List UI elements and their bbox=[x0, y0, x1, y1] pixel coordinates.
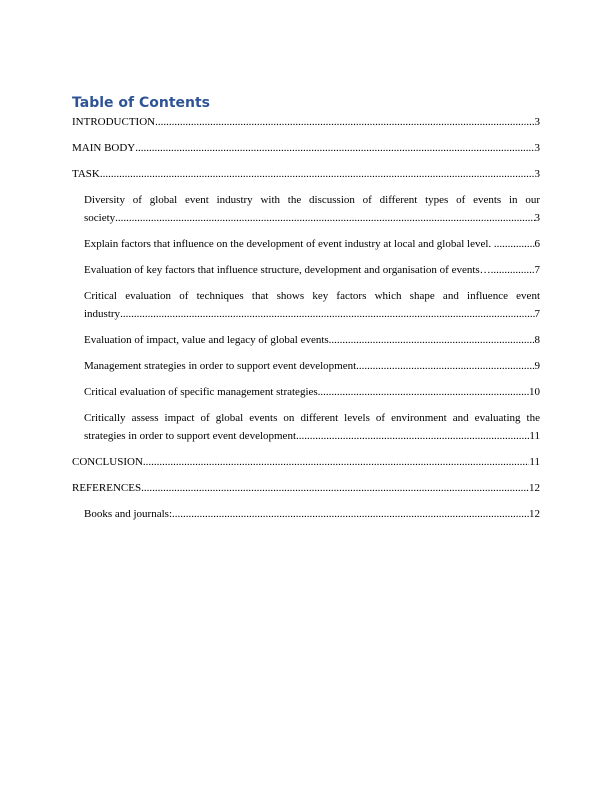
toc-page-number: 3 bbox=[534, 212, 540, 224]
toc-entry-text: CONCLUSION bbox=[72, 456, 143, 468]
toc-page-number: 7 bbox=[534, 308, 540, 320]
dot-leader bbox=[496, 261, 534, 279]
toc-page-number: 12 bbox=[529, 482, 540, 494]
toc-entry-line bbox=[84, 357, 540, 375]
toc-entry-line bbox=[72, 139, 540, 157]
dot-leader bbox=[318, 383, 529, 401]
toc-entry-critical-evaluation-management-strategies[interactable] bbox=[72, 383, 540, 401]
toc-entry-text: Evaluation of key factors that influence structure, development and organisation of events….. bbox=[84, 264, 497, 276]
toc-page-number: 11 bbox=[529, 456, 540, 468]
toc-entry-line bbox=[72, 165, 540, 183]
toc-page-number: 11 bbox=[529, 430, 540, 442]
toc-page-number: 3 bbox=[534, 168, 540, 180]
dot-leader bbox=[141, 479, 529, 497]
toc-entry-introduction[interactable] bbox=[72, 113, 540, 131]
toc-page-number: 6 bbox=[534, 238, 540, 250]
toc-entry-line bbox=[72, 479, 540, 497]
toc-entry-text: Books and journals: bbox=[84, 508, 172, 520]
toc-page-number: 8 bbox=[534, 334, 540, 346]
table-of-contents bbox=[72, 94, 540, 531]
toc-entry-management-strategies[interactable] bbox=[72, 357, 540, 375]
toc-entry-text: industry bbox=[84, 308, 121, 320]
toc-page-number: 10 bbox=[529, 386, 540, 398]
toc-entries bbox=[72, 113, 540, 523]
dot-leader bbox=[356, 357, 534, 375]
toc-entry-text: strategies in order to support event development bbox=[84, 430, 296, 442]
toc-entry-conclusion[interactable] bbox=[72, 453, 540, 471]
toc-entry-first-line: Diversity of global event industry with the discussion of different types of events in our bbox=[84, 194, 540, 206]
toc-entry-first-line: Critically assess impact of global events on different levels of environment and evaluating the bbox=[84, 412, 540, 424]
toc-entry-text: Evaluation of impact, value and legacy of global events bbox=[84, 334, 329, 346]
toc-entry-line bbox=[84, 331, 540, 349]
toc-entry-main-body[interactable] bbox=[72, 139, 540, 157]
toc-entry-first-line: Critical evaluation of techniques that shows key factors which shape and influence event bbox=[84, 290, 540, 302]
toc-entry-line bbox=[84, 261, 540, 279]
toc-entry-line bbox=[84, 383, 540, 401]
toc-page-number: 3 bbox=[534, 116, 540, 128]
toc-page-number: 3 bbox=[534, 142, 540, 154]
toc-entry-task[interactable] bbox=[72, 165, 540, 183]
toc-entry-line bbox=[84, 235, 540, 253]
toc-entry-critically-assess-impact[interactable] bbox=[72, 409, 540, 445]
toc-entry-text: Management strategies in order to support event development bbox=[84, 360, 357, 372]
dot-leader bbox=[100, 165, 535, 183]
toc-entry-text: Explain factors that influence on the development of event industry at local and global level. . bbox=[84, 238, 497, 250]
toc-entry-diversity-of-global-event-industry[interactable] bbox=[72, 191, 540, 227]
dot-leader bbox=[329, 331, 535, 349]
toc-page-number: 9 bbox=[534, 360, 540, 372]
toc-entry-line bbox=[84, 505, 540, 523]
dot-leader bbox=[497, 235, 535, 253]
dot-leader bbox=[172, 505, 529, 523]
toc-entry-line bbox=[72, 113, 540, 131]
dot-leader bbox=[296, 427, 529, 445]
toc-entry-line bbox=[84, 209, 540, 227]
toc-entry-evaluation-impact-value-legacy[interactable] bbox=[72, 331, 540, 349]
toc-entry-critical-evaluation-techniques[interactable] bbox=[72, 287, 540, 323]
toc-entry-text: REFERENCES bbox=[72, 482, 142, 494]
toc-entry-text: MAIN BODY bbox=[72, 142, 136, 154]
toc-entry-line bbox=[72, 453, 540, 471]
dot-leader bbox=[143, 453, 530, 471]
toc-entry-line bbox=[84, 305, 540, 323]
toc-entry-text: TASK bbox=[72, 168, 100, 180]
toc-entry-line bbox=[84, 427, 540, 445]
dot-leader bbox=[155, 113, 534, 131]
dot-leader bbox=[135, 139, 534, 157]
toc-page-number: 12 bbox=[529, 508, 540, 520]
toc-entry-text: INTRODUCTION bbox=[72, 116, 156, 128]
toc-page-number: 7 bbox=[534, 264, 540, 276]
toc-entry-factors-influence-development[interactable] bbox=[72, 235, 540, 253]
dot-leader bbox=[120, 305, 534, 323]
toc-entry-evaluation-key-factors[interactable] bbox=[72, 261, 540, 279]
toc-entry-text: society bbox=[84, 212, 116, 224]
toc-entry-books-and-journals[interactable] bbox=[72, 505, 540, 523]
toc-entry-references[interactable] bbox=[72, 479, 540, 497]
toc-entry-text: Critical evaluation of specific management strategies bbox=[84, 386, 318, 398]
toc-title: Table of Contents bbox=[72, 95, 211, 111]
dot-leader bbox=[115, 209, 534, 227]
